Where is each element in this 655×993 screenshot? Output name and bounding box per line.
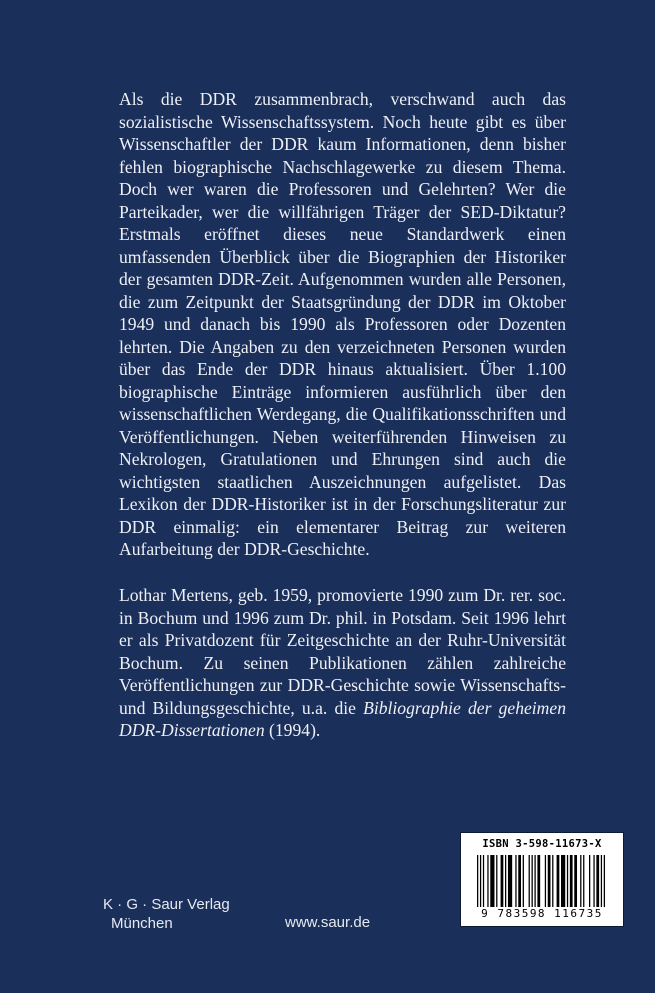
publisher-imprint — [103, 895, 230, 933]
barcode-bar — [561, 855, 565, 907]
barcode-bar — [570, 855, 573, 907]
barcode-bar — [483, 855, 484, 907]
author-bio-paragraph — [119, 584, 566, 742]
barcode-bar — [501, 855, 504, 907]
barcode-bar — [557, 855, 560, 907]
author-bio-text: Lothar Mertens, geb. 1959, promovierte 1990 zum Dr. rer. soc. in Bochum und 1996 zum Dr. phil. in Potsdam. Seit 1996 lehrt er als Privatdozent für Zeitgeschichte an der Ruhr-Universität Bochum. Zu seinen Publikationen zählen zahlreiche Veröffentlichungen zur DDR-Geschichte sowie Wissenschafts- und Bildungsgeschichte, u.a. die — [119, 585, 566, 718]
barcode-bars — [477, 855, 617, 907]
barcode-bar — [593, 855, 594, 907]
isbn-barcode — [460, 832, 624, 927]
barcode-bar — [534, 855, 535, 907]
barcode-bar — [490, 855, 494, 907]
author-bio-year: (1994). — [264, 720, 321, 740]
barcode-bar — [596, 855, 599, 907]
ean-digits: 9 783598 116735 — [481, 907, 603, 920]
barcode-bar — [532, 855, 533, 907]
barcode-bar — [580, 855, 581, 907]
barcode-bar — [589, 855, 590, 907]
barcode-bar — [574, 855, 577, 907]
barcode-bar — [477, 855, 478, 907]
barcode-bar — [601, 855, 602, 907]
barcode-bar — [604, 855, 605, 907]
barcode-bar — [505, 855, 506, 907]
barcode-bar — [518, 855, 521, 907]
barcode-bar — [548, 855, 551, 907]
barcode-bar — [537, 855, 540, 907]
barcode-bar — [515, 855, 516, 907]
barcode-bar — [508, 855, 512, 907]
barcode-bar — [496, 855, 497, 907]
barcode-bar — [529, 855, 530, 907]
publisher-website[interactable]: www.saur.de — [285, 914, 371, 931]
barcode-bar — [545, 855, 546, 907]
isbn-label: ISBN 3-598-11673-X — [482, 838, 602, 850]
barcode-bar — [480, 855, 481, 907]
author-bio-book-title: Bibliographie der geheimen DDR-Dissertationen — [119, 697, 566, 740]
barcode-bar — [583, 855, 584, 907]
publisher-city: München — [111, 915, 173, 932]
barcode-bar — [523, 855, 524, 907]
barcode-bar — [567, 855, 568, 907]
publisher-name: K · G · Saur Verlag — [103, 896, 230, 913]
barcode-bar — [487, 855, 488, 907]
barcode-bar — [552, 855, 553, 907]
blurb-paragraph: Als die DDR zusammenbrach, verschwand auch das sozialistische Wissenschaftssystem. Noch heute gibt es über Wissenschaftler der DDR kaum Informationen, denn bisher fehlen biographische Nachschlagewerke zu diesem Thema. Doch wer waren die Professoren und Gelehrten? Wer die Parteikader, wer die willfährigen Träger der SED-Diktatur? Erstmals eröffnet dieses neue Standardwerk einen umfassenden Überblick über die Biographien der Historiker der gesamten DDR-Zeit. Aufgenommen wurden alle Personen, die zum Zeitpunkt der Staatsgründung der DDR im Oktober 1949 und danach bis 1990 als Professoren oder Dozenten lehrten. Die Angaben zu den verzeichneten Personen wurden über das Ende der DDR hinaus aktualisiert. Über 1.100 biographische Einträge informieren ausführlich über den wissenschaftlichen Werdegang, die Qualifikationsschriften und Veröffentlichungen. Neben weiterführenden Hinweisen zu Nekrologen, Gratulationen und Ehrungen sind auch die wichtigsten staatlichen Auszeichnungen aufgelistet. Das Lexikon der DDR-Historiker ist in der Forschungsliteratur zur DDR einmalig: ein elementarer Beitrag zur weiteren Aufarbeitung der DDR-Geschichte. — [119, 89, 566, 559]
